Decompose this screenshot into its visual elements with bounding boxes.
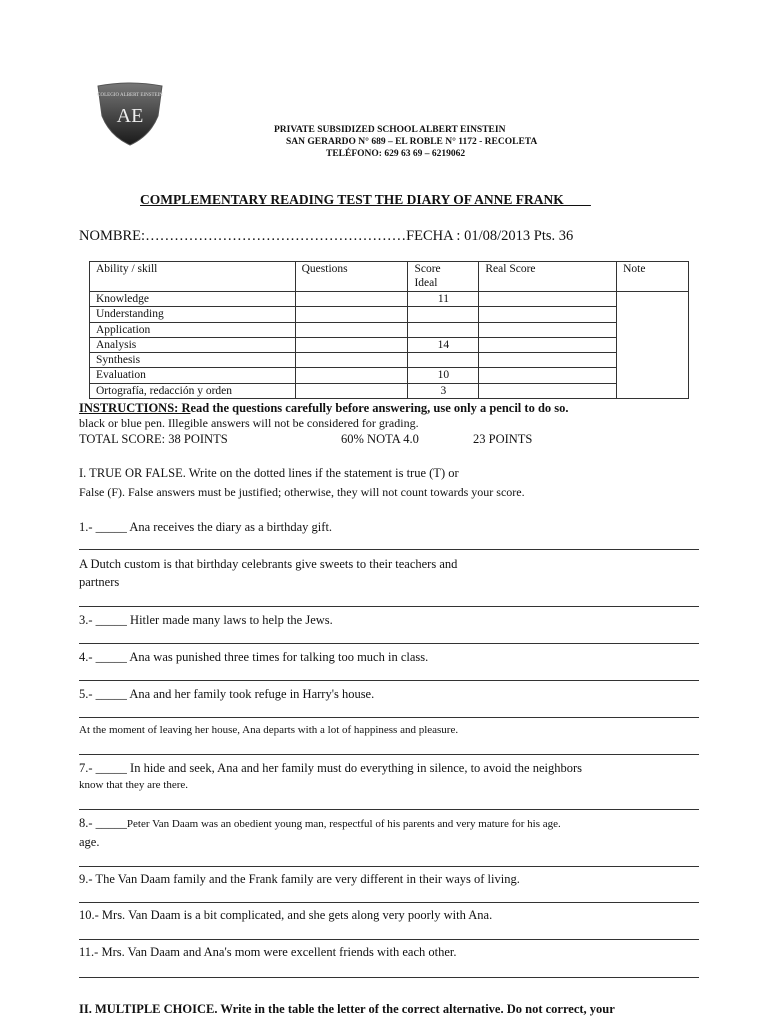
header-note: Note [617, 262, 689, 292]
score-ideal-cell [408, 353, 479, 368]
answer-line [79, 902, 699, 903]
header-ability: Ability / skill [90, 262, 296, 292]
table-row [90, 337, 689, 352]
question-11: 11.- Mrs. Van Daam and Ana's mom were excellent friends with each other. [79, 945, 457, 959]
instructions-text: ead the questions carefully before answering, use only a pencil to do so. [190, 401, 569, 415]
skills-table [89, 261, 689, 399]
real-score-cell [479, 383, 617, 398]
instructions-label: INSTRUCTIONS: R [79, 401, 191, 415]
answer-line [79, 606, 699, 607]
skill-cell: Ortografía, redacción y orden [90, 383, 296, 398]
table-row [90, 292, 689, 307]
question-10: 10.- Mrs. Van Daam is a bit complicated, and she gets along very poorly with Ana. [79, 908, 493, 922]
questions-cell [295, 383, 408, 398]
answer-line [79, 977, 699, 978]
total-score: TOTAL SCORE: 38 POINTS [79, 432, 228, 446]
table-header-row [90, 262, 689, 292]
question-2-line-2: partners [79, 575, 120, 589]
score-ideal-cell [408, 322, 479, 337]
instructions [79, 401, 685, 431]
answer-line [79, 549, 699, 550]
real-score-cell [479, 292, 617, 307]
section1-intro-1: I. TRUE OR FALSE. Write on the dotted lines if the statement is true (T) or [79, 466, 459, 480]
questions-cell [295, 322, 408, 337]
svg-text:COLEGIO ALBERT EINSTEIN: COLEGIO ALBERT EINSTEIN [97, 93, 163, 98]
question-6: At the moment of leaving her house, Ana departs with a lot of happiness and pleasure. [79, 724, 459, 736]
header-score-ideal: Score Ideal [408, 262, 479, 292]
score-ideal-cell [408, 307, 479, 322]
table-row [90, 353, 689, 368]
real-score-cell [479, 368, 617, 383]
skill-cell: Evaluation [90, 368, 296, 383]
instructions-line-2: black or blue pen. Illegible answers will not be considered for grading. [79, 416, 419, 430]
test-title: COMPLEMENTARY READING TEST THE DIARY OF ANNE FRANK____ [140, 192, 591, 207]
question-1: 1.- _____ Ana receives the diary as a birthday gift. [79, 520, 333, 534]
score-ideal-cell: 11 [408, 292, 479, 307]
table-row [90, 368, 689, 383]
answer-line [79, 643, 699, 644]
section1-intro-2: False (F). False answers must be justified; otherwise, they will not count towards your score. [79, 485, 525, 499]
score-ideal-cell: 14 [408, 337, 479, 352]
question-2-line-1: A Dutch custom is that birthday celebrants give sweets to their teachers and [79, 557, 458, 571]
instructions-line-1 [79, 401, 685, 416]
answer-line [79, 717, 699, 718]
skill-cell: Analysis [90, 337, 296, 352]
real-score-cell [479, 322, 617, 337]
svg-text:AE: AE [116, 105, 144, 127]
table-row [90, 307, 689, 322]
questions-cell [295, 353, 408, 368]
question-8-line-1 [79, 816, 561, 831]
question-3: 3.- _____ Hitler made many laws to help the Jews. [79, 613, 333, 627]
name-date-line: NOMBRE:………………………………………………FECHA : 01/08/2013 Pts. 36 [79, 228, 574, 244]
score-ideal-cell: 10 [408, 368, 479, 383]
pct-score: 60% NOTA 4.0 [341, 432, 419, 446]
header-real-score: Real Score [479, 262, 617, 292]
answer-line [79, 866, 699, 867]
questions-cell [295, 337, 408, 352]
questions-cell [295, 307, 408, 322]
question-8-number: 8.- _____ [79, 816, 127, 830]
section2-intro: II. MULTIPLE CHOICE. Write in the table the letter of the correct alternative. Do not correct, your [79, 1002, 615, 1016]
school-logo [96, 82, 164, 146]
table-row [90, 383, 689, 398]
skill-cell: Synthesis [90, 353, 296, 368]
question-7-line-2: know that they are there. [79, 779, 189, 791]
real-score-cell [479, 337, 617, 352]
skill-cell: Application [90, 322, 296, 337]
school-address: SAN GERARDO N° 689 – EL ROBLE N° 1172 - RECOLETA [286, 137, 538, 147]
answer-line [79, 939, 699, 940]
school-name: PRIVATE SUBSIDIZED SCHOOL ALBERT EINSTEIN [274, 125, 506, 135]
real-score-cell [479, 353, 617, 368]
real-score-cell [479, 307, 617, 322]
skill-cell: Knowledge [90, 292, 296, 307]
header-questions: Questions [295, 262, 408, 292]
answer-line [79, 680, 699, 681]
table-row [90, 322, 689, 337]
questions-cell [295, 368, 408, 383]
question-5: 5.- _____ Ana and her family took refuge in Harry's house. [79, 687, 375, 701]
school-phone: TELÉFONO: 629 63 69 – 6219062 [326, 149, 466, 159]
question-8-line-2: age. [79, 835, 100, 849]
score-ideal-cell: 3 [408, 383, 479, 398]
answer-line [79, 754, 699, 755]
note-cell [617, 292, 689, 399]
min-points: 23 POINTS [473, 432, 533, 446]
question-7-line-1: 7.- _____ In hide and seek, Ana and her family must do everything in silence, to avoid the neighbors [79, 761, 583, 775]
answer-line [79, 809, 699, 810]
question-4: 4.- _____ Ana was punished three times for talking too much in class. [79, 650, 429, 664]
question-9: 9.- The Van Daam family and the Frank family are very different in their ways of living. [79, 872, 520, 886]
skill-cell: Understanding [90, 307, 296, 322]
questions-cell [295, 292, 408, 307]
question-8-text: Peter Van Daam was an obedient young man, respectful of his parents and very mature for his age. [126, 818, 561, 830]
